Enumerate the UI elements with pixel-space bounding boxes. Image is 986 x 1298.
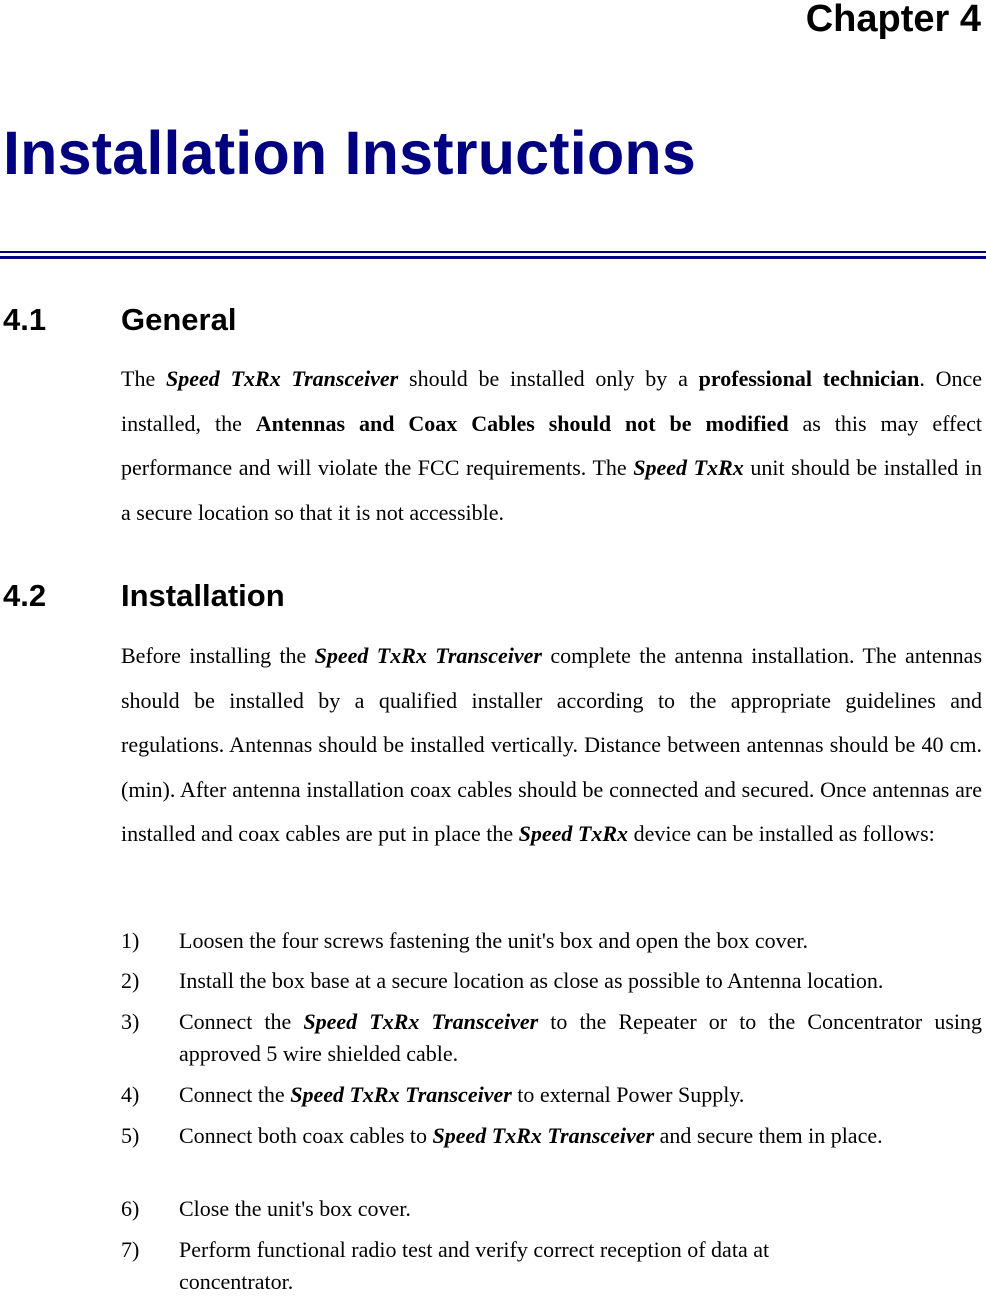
step-text: Perform functional radio test and verify correct reception of data at concentrator.: [179, 1237, 770, 1294]
step-number: 1): [121, 928, 140, 953]
section-number-4-2: 4.2: [3, 578, 47, 613]
step-text: Close the unit's box cover.: [179, 1196, 411, 1221]
section-title-general: General: [121, 302, 237, 337]
step-text: Connect the Speed TxRx Transceiver to the Repeater or to the Concentrator using approved 5 wire shielded cable.: [179, 1009, 982, 1066]
step-number: 3): [121, 1009, 140, 1034]
step-number: 7): [121, 1237, 140, 1262]
step-text: Install the box base at a secure location as close as possible to Antenna location.: [179, 968, 884, 993]
section-number-4-1: 4.1: [3, 302, 47, 337]
general-paragraph: The Speed TxRx Transceiver should be installed only by a professional technician. Once installed, the Antennas and Coax Cables should not be modified as this may effect performance and will violate the FCC requirements. The Speed TxRx unit should be installed in a secure location so that it is not accessible.: [121, 366, 983, 525]
step-text: Connect both coax cables to Speed TxRx Transceiver and secure them in place.: [179, 1123, 883, 1148]
title-rule-thin: [0, 251, 986, 253]
step-number: 4): [121, 1082, 140, 1107]
section-title-installation: Installation: [121, 578, 285, 613]
title-rule-thick: [0, 256, 986, 259]
step-text: Connect the Speed TxRx Transceiver to external Power Supply.: [179, 1082, 745, 1107]
step-number: 2): [121, 968, 140, 993]
step-number: 5): [121, 1123, 140, 1148]
chapter-title: Installation Instructions: [3, 119, 697, 187]
step-number: 6): [121, 1196, 140, 1221]
step-text: Loosen the four screws fastening the unit's box and open the box cover.: [179, 928, 808, 953]
installation-paragraph: Before installing the Speed TxRx Transceiver complete the antenna installation. The antennas should be installed by a qualified installer according to the appropriate guidelines and regulations. Antennas should be installed vertically. Distance between antennas should be 40 cm. (min). After antenna installation coax cables should be connected and secured. Once antennas are installed and coax cables are put in place the Speed TxRx device can be installed as follows:: [121, 643, 983, 847]
chapter-label: Chapter 4: [805, 0, 981, 40]
